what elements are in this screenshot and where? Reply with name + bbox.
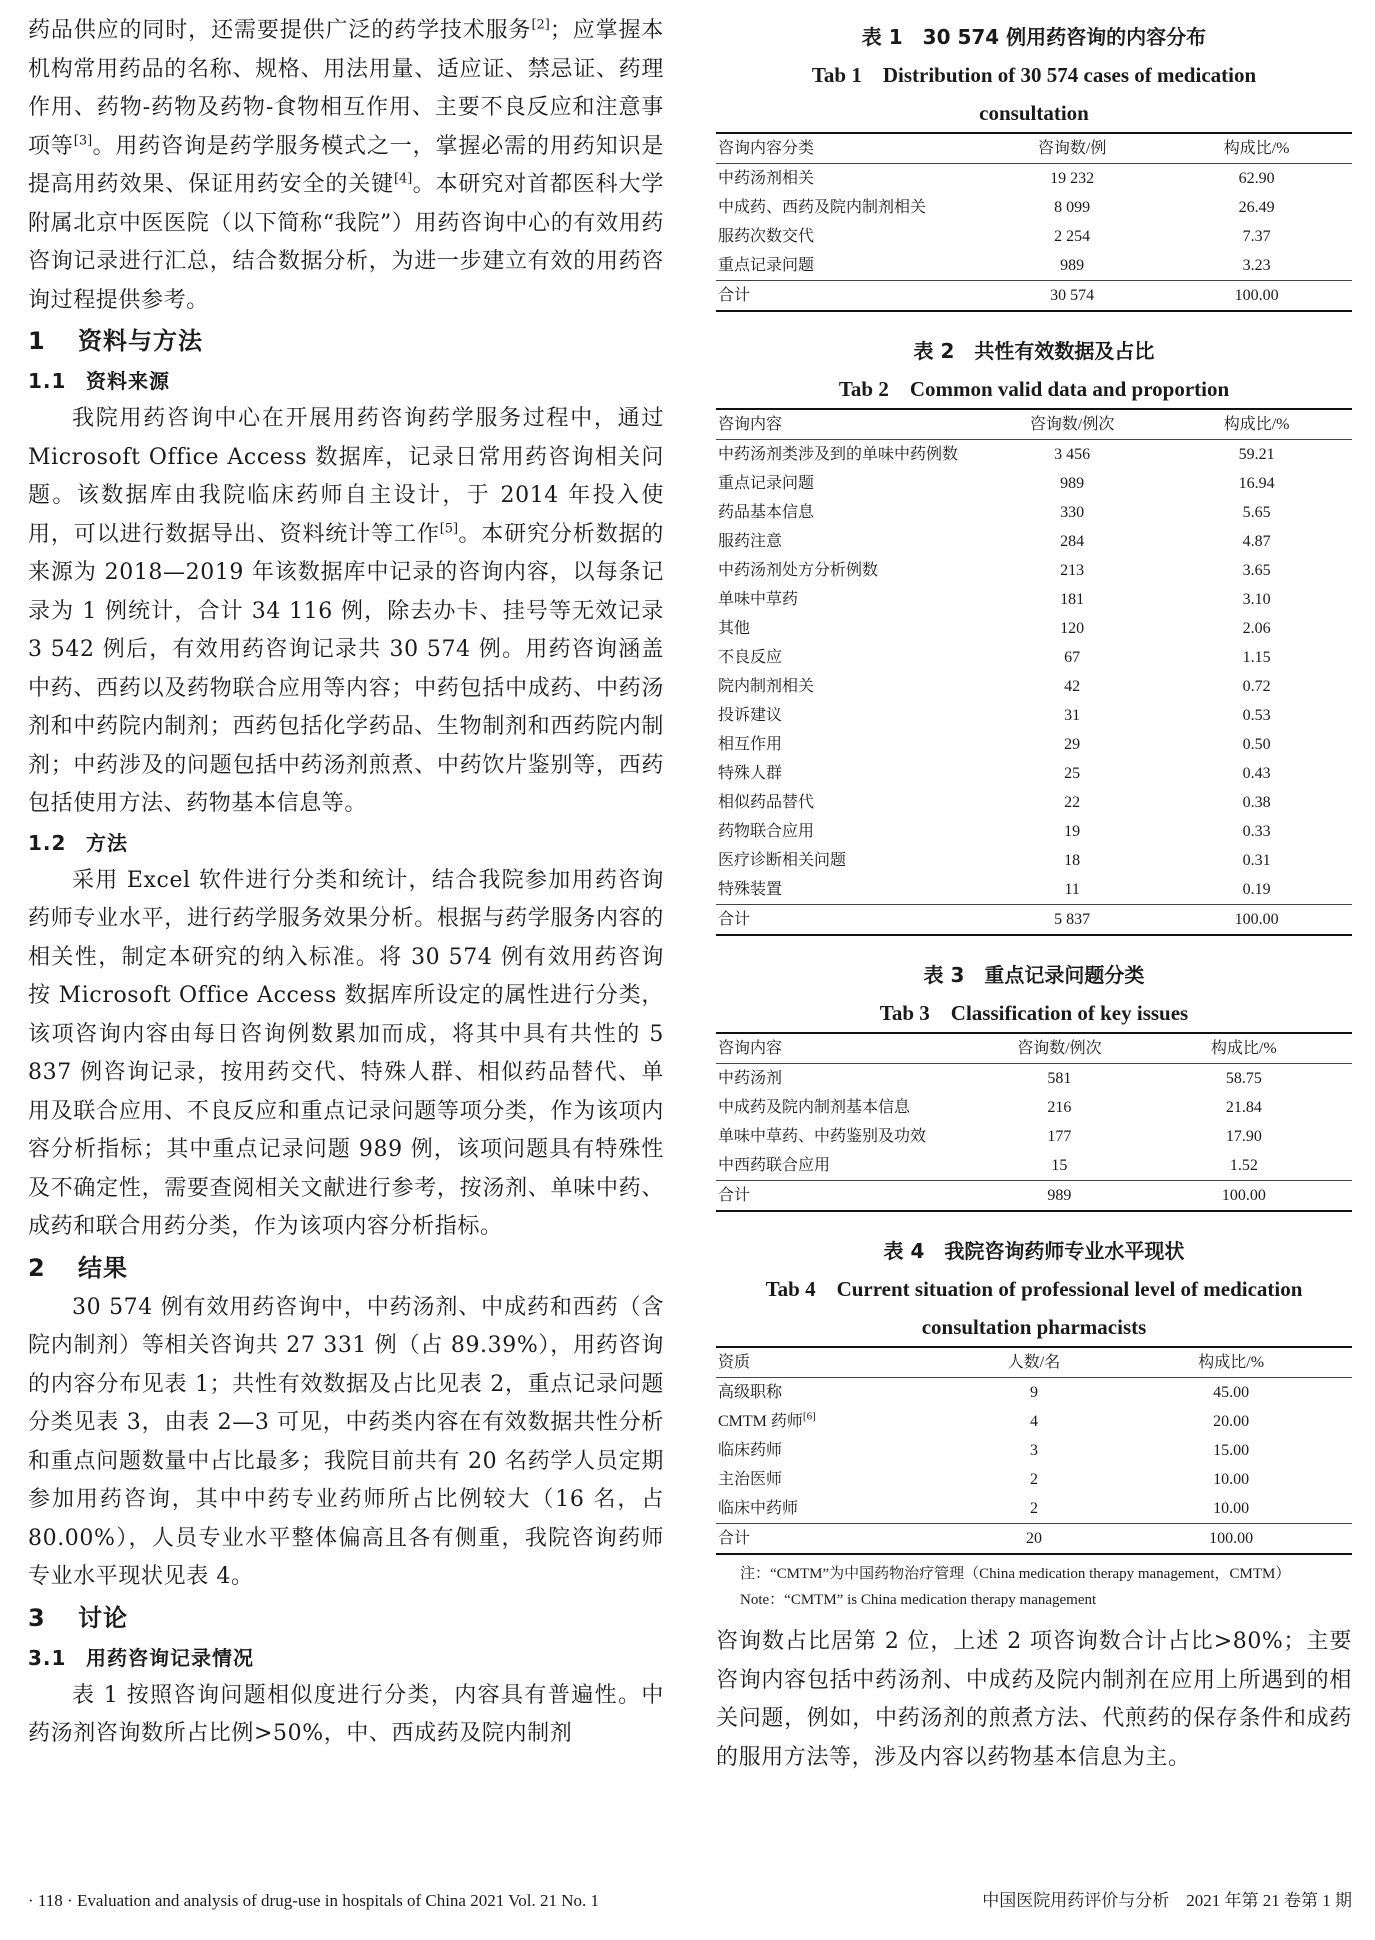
cell-label: 单味中草药、中药鉴别及功效: [718, 1128, 927, 1145]
cell-percent: 0.53: [1242, 707, 1271, 724]
table-header-row: [716, 409, 1352, 440]
cell-percent: 17.90: [1225, 1128, 1262, 1145]
table-row: [716, 1122, 1352, 1151]
cell-count: 4: [1029, 1413, 1038, 1430]
cell-count: 18: [1064, 852, 1081, 869]
cell-percent: 0.72: [1242, 678, 1271, 695]
cell-percent: 0.19: [1242, 881, 1271, 898]
col-header: 咨询内容分类: [718, 140, 815, 157]
section-heading-1-1: 1.1 资料来源: [28, 369, 170, 393]
cell-percent: 0.50: [1242, 736, 1271, 753]
cell-label: 药品基本信息: [718, 504, 815, 521]
cell-count: 213: [1060, 562, 1085, 579]
cell-percent: 58.75: [1225, 1070, 1262, 1087]
table-row: [716, 1436, 1352, 1465]
cell-percent: 3.65: [1242, 562, 1271, 579]
cell-count: 22: [1064, 794, 1081, 811]
table-total-row: [716, 1181, 1352, 1212]
table-header-row: [716, 133, 1352, 164]
table-1-caption-en: Tab 1 Distribution of 30 574 cases of medication consultation: [811, 63, 1257, 125]
col-header: 构成比/%: [1210, 1040, 1277, 1057]
col-header: 构成比/%: [1223, 140, 1290, 157]
col-header: 咨询内容: [718, 1040, 783, 1057]
table-4-note-en: Note：“CMTM” is China medication therapy management: [740, 1592, 1097, 1608]
table-row: [716, 1465, 1352, 1494]
cell-percent: 10.00: [1213, 1471, 1250, 1488]
intro-paragraph: 药品供应的同时，还需要提供广泛的药学技术服务[2]；应掌握本机构常用药品的名称、规格、用法用量、适应证、禁忌证、药理作用、药物-药物及药物-食物相互作用、主要不良反应和注意事项等[3]。用药咨询是药学服务模式之一，掌握必需的用药知识是提高用药效果、保证用药安全的关键[4]。本研究对首都医科大学附属北京中医医院（以下简称“我院”）用药咨询中心的有效用药咨询记录进行汇总，结合数据分析，为进一步建立有效的用药咨询过程提供参考。: [28, 17, 664, 313]
table-row: [716, 585, 1352, 614]
section-heading-1-2: 1.2 方法: [28, 830, 128, 855]
table-4-caption-cn: 表 4 我院咨询药师专业水平现状: [883, 1239, 1185, 1263]
col-header: 人数/名: [1007, 1354, 1061, 1371]
total-count: 989: [1047, 1187, 1072, 1204]
cell-count: 284: [1060, 533, 1085, 550]
cell-label: 临床中药师: [718, 1500, 799, 1517]
table-row: [716, 164, 1352, 194]
cell-count: 9: [1029, 1384, 1038, 1401]
cell-percent: 5.65: [1242, 504, 1271, 521]
cell-percent: 15.00: [1213, 1442, 1250, 1459]
cell-label: 服药次数交代: [718, 228, 815, 245]
table-row: [716, 875, 1352, 905]
table-2-caption-cn: 表 2 共性有效数据及占比: [913, 339, 1155, 363]
cell-count: 3: [1029, 1442, 1038, 1459]
table-row: [716, 788, 1352, 817]
cell-percent: 0.38: [1242, 794, 1271, 811]
cell-label: 中西药联合应用: [718, 1157, 831, 1174]
table-body: [716, 1378, 1352, 1555]
total-label: 合计: [718, 1187, 751, 1204]
col-header: 资质: [718, 1354, 751, 1371]
table-2: [716, 408, 1352, 936]
cell-count: 181: [1060, 591, 1085, 608]
col-header: 构成比/%: [1198, 1354, 1265, 1371]
table-4-caption-en: Tab 4 Current situation of professional level of medication consultation pharmacists: [765, 1277, 1303, 1339]
cell-percent: 3.23: [1242, 257, 1271, 274]
table-row: [716, 193, 1352, 222]
citation-ref: [4]: [393, 171, 413, 187]
cell-percent: 2.06: [1242, 620, 1271, 637]
cell-label: 不良反应: [718, 649, 783, 666]
cell-label: 药物联合应用: [718, 823, 815, 840]
cell-label: 临床药师: [718, 1442, 783, 1459]
table-total-row: [716, 281, 1352, 312]
table-3-caption-cn: 表 3 重点记录问题分类: [923, 963, 1145, 987]
cell-count: 67: [1064, 649, 1081, 666]
table-row: [716, 759, 1352, 788]
cell-percent: 16.94: [1238, 475, 1275, 492]
total-percent: 100.00: [1221, 1187, 1266, 1204]
footer-right: 中国医院用药评价与分析 2021 年第 21 卷第 1 期: [982, 1891, 1352, 1910]
total-percent: 100.00: [1234, 911, 1279, 928]
cell-label: 中成药、西药及院内制剂相关: [718, 199, 927, 216]
paragraph-1-2: 采用 Excel 软件进行分类和统计，结合我院参加用药咨询药师专业水平，进行药学服务效果分析。根据与药学服务内容的相关性，制定本研究的纳入标准。将 30 574 例有效用药咨询按 Microsoft Office Access 数据库所设定的属性进行分类，该项咨询内容由每日咨询例数累加而成，将其中具有共性的 5 837 例咨询记录，按用药交代、特殊人群、相似药品替代、单用及联合应用、不良反应和重点记录问题等项分类，作为该项内容分析指标；其中重点记录问题 989 例，该项问题具有特殊性及不确定性，需要查阅相关文献进行参考，按汤剂、单味中药、成药和联合用药分类，作为该项内容分析指标。: [28, 867, 664, 1239]
table-row: [716, 251, 1352, 281]
table-total-row: [716, 905, 1352, 936]
table-row: [716, 469, 1352, 498]
total-count: 30 574: [1050, 287, 1095, 304]
citation-ref: [6]: [802, 1410, 816, 1423]
total-percent: 100.00: [1234, 287, 1279, 304]
cell-percent: 0.33: [1242, 823, 1271, 840]
cell-count: 3 456: [1054, 446, 1091, 463]
col-header: 构成比/%: [1223, 416, 1290, 433]
table-1: [716, 132, 1352, 312]
cell-label: 服药注意: [718, 533, 783, 550]
cell-count: 2 254: [1054, 228, 1091, 245]
paragraph-2: 30 574 例有效用药咨询中，中药汤剂、中成药和西药（含院内制剂）等相关咨询共 27 331 例（占 89.39%），用药咨询的内容分布见表 1；共性有效数据及占比见表 2，重点记录问题分类见表 3，由表 2—3 可见，中药类内容在有效数据共性分析和重点问题数量中占比最多；我院目前共有 20 名药学人员定期参加用药咨询，其中中药专业药师所占比例较大（16 名，占 80.00%），人员专业水平整体偏高且各有侧重，我院咨询药师专业水平现状见表 4。: [28, 1294, 664, 1589]
table-row: [716, 1093, 1352, 1122]
cell-percent: 4.87: [1242, 533, 1271, 550]
table-row: [716, 527, 1352, 556]
citation-ref: [2]: [531, 17, 550, 33]
cell-percent: 21.84: [1225, 1099, 1262, 1116]
cell-label: 重点记录问题: [718, 475, 815, 492]
cell-count: 177: [1047, 1128, 1072, 1145]
table-row: [716, 1378, 1352, 1408]
table-total-row: [716, 1524, 1352, 1555]
total-label: 合计: [718, 911, 751, 928]
cell-count: 120: [1060, 620, 1085, 637]
table-row: [716, 440, 1352, 470]
cell-percent: 45.00: [1213, 1384, 1250, 1401]
section-heading-1: 1 资料与方法: [28, 327, 203, 355]
table-4-block: [716, 1232, 1352, 1613]
cell-label: 相似药品替代: [718, 794, 815, 811]
cell-percent: 59.21: [1238, 446, 1275, 463]
table-header-row: [716, 1033, 1352, 1064]
table-2-caption-en: Tab 2 Common valid data and proportion: [838, 377, 1230, 401]
cell-label: 单味中草药: [718, 591, 799, 608]
table-row: [716, 846, 1352, 875]
paragraph-1-1: 我院用药咨询中心在开展用药咨询药学服务过程中，通过 Microsoft Office Access 数据库，记录日常用药咨询相关问题。该数据库由我院临床药师自主设计，于 2014 年投入使用，可以进行数据导出、资料统计等工作[5]。本研究分析数据的来源为 2018—2019 年该数据库中记录的咨询内容，以每条记录为 1 例统计，合计 34 116 例，除去办卡、挂号等无效记录 3 542 例后，有效用药咨询记录共 30 574 例。用药咨询涵盖中药、西药以及药物联合应用等内容；中药包括中成药、中药汤剂和中药院内制剂；西药包括化学药品、生物制剂和西药院内制剂；中药涉及的问题包括中药汤剂煎煮、中药饮片鉴别等，西药包括使用方法、药物基本信息等。: [28, 406, 664, 816]
table-row: [716, 730, 1352, 759]
cell-count: 19: [1064, 823, 1081, 840]
cell-label: 中药汤剂: [718, 1070, 783, 1087]
paragraph-3-1: 表 1 按照咨询问题相似度进行分类，内容具有普遍性。中药汤剂咨询数所占比例>50%，中、西成药及院内制剂: [28, 1682, 664, 1746]
cell-count: 29: [1064, 736, 1081, 753]
table-row: [716, 614, 1352, 643]
cell-count: 2: [1029, 1471, 1038, 1488]
section-heading-3: 3 讨论: [28, 1603, 128, 1632]
cell-label: 重点记录问题: [718, 257, 815, 274]
cell-label: 中成药及院内制剂基本信息: [718, 1099, 911, 1116]
cell-label: 特殊人群: [718, 765, 783, 782]
left-column: [28, 12, 664, 1754]
table-body: [716, 164, 1352, 312]
cell-count: 15: [1051, 1157, 1068, 1174]
total-count: 5 837: [1054, 911, 1091, 928]
cell-label: 投诉建议: [718, 707, 783, 724]
table-row: [716, 817, 1352, 846]
table-row: [716, 1407, 1352, 1436]
table-row: [716, 1151, 1352, 1181]
cell-label: 院内制剂相关: [718, 678, 815, 695]
cell-percent: 26.49: [1238, 199, 1275, 216]
table-row: [716, 222, 1352, 251]
table-1-caption-cn: 表 1 30 574 例用药咨询的内容分布: [861, 25, 1207, 49]
total-count: 20: [1025, 1530, 1042, 1547]
col-header: 咨询数/例次: [1017, 1040, 1102, 1057]
cell-count: 42: [1064, 678, 1081, 695]
cell-count: 2: [1029, 1500, 1038, 1517]
col-header: 咨询内容: [718, 416, 783, 433]
paragraph-continued: 咨询数占比居第 2 位，上述 2 项咨询数合计占比>80%；主要咨询内容包括中药汤剂、中成药及院内制剂在应用上所遇到的相关问题，例如，中药汤剂的煎煮方法、代煎药的保存条件和成药的服用方法等，涉及内容以药物基本信息为主。: [716, 1629, 1352, 1770]
col-header: 咨询数/例: [1037, 140, 1107, 157]
cell-percent: 7.37: [1242, 228, 1271, 245]
cell-percent: 0.31: [1242, 852, 1271, 869]
table-row: [716, 701, 1352, 730]
table-row: [716, 672, 1352, 701]
table-3: [716, 1032, 1352, 1212]
cell-count: 19 232: [1050, 170, 1095, 187]
table-row: [716, 556, 1352, 585]
citation-ref: [3]: [73, 133, 93, 149]
table-4: [716, 1346, 1352, 1555]
table-row: [716, 1494, 1352, 1524]
table-2-block: [716, 332, 1352, 936]
table-row: [716, 643, 1352, 672]
cell-count: 31: [1064, 707, 1081, 724]
table-4-note-cn: 注：“CMTM”为中国药物治疗管理（China medication therapy management，CMTM）: [740, 1566, 1291, 1582]
cell-label: 中药汤剂类涉及到的单味中药例数: [718, 446, 959, 463]
footer-left: · 118 · Evaluation and analysis of drug-use in hospitals of China 2021 Vol. 21 No. 1: [28, 1891, 600, 1910]
cell-label: 医疗诊断相关问题: [718, 852, 847, 869]
cell-count: 989: [1060, 475, 1085, 492]
table-1-block: [716, 18, 1352, 312]
cell-percent: 3.10: [1242, 591, 1271, 608]
cell-percent: 1.52: [1229, 1157, 1258, 1174]
table-header-row: [716, 1347, 1352, 1378]
cell-label: 高级职称: [718, 1384, 783, 1401]
cell-percent: 20.00: [1213, 1413, 1250, 1430]
cell-label: 中药汤剂处方分析例数: [718, 562, 879, 579]
cell-count: 330: [1060, 504, 1085, 521]
cell-label: [716, 1407, 958, 1436]
table-row: [716, 1064, 1352, 1094]
cell-label: 特殊装置: [718, 881, 783, 898]
cell-percent: 10.00: [1213, 1500, 1250, 1517]
cell-label: 其他: [718, 620, 751, 637]
cell-label: 中药汤剂相关: [718, 170, 815, 187]
cell-count: 581: [1047, 1070, 1072, 1087]
table-row: [716, 498, 1352, 527]
cell-label-text: CMTM 药师: [718, 1413, 803, 1430]
col-header: 咨询数/例次: [1029, 416, 1115, 433]
cell-label: 相互作用: [718, 736, 783, 753]
cell-count: 216: [1047, 1099, 1072, 1116]
table-body: [716, 440, 1352, 936]
cell-percent: 1.15: [1242, 649, 1271, 666]
cell-count: 989: [1060, 257, 1085, 274]
total-percent: 100.00: [1209, 1530, 1254, 1547]
cell-percent: 62.90: [1238, 170, 1275, 187]
section-heading-3-1: 3.1 用药咨询记录情况: [28, 1645, 254, 1670]
total-label: 合计: [718, 287, 751, 304]
section-heading-2: 2 结果: [28, 1253, 128, 1282]
table-body: [716, 1064, 1352, 1212]
right-column: [716, 18, 1352, 1777]
cell-label: 主治医师: [718, 1471, 783, 1488]
cell-count: 25: [1064, 765, 1081, 782]
table-3-caption-en: Tab 3 Classification of key issues: [879, 1001, 1189, 1025]
cell-count: 8 099: [1054, 199, 1091, 216]
cell-count: 11: [1064, 881, 1080, 898]
citation-ref: [5]: [439, 521, 459, 537]
total-label: 合计: [718, 1530, 751, 1547]
table-3-block: [716, 956, 1352, 1212]
cell-percent: 0.43: [1242, 765, 1271, 782]
